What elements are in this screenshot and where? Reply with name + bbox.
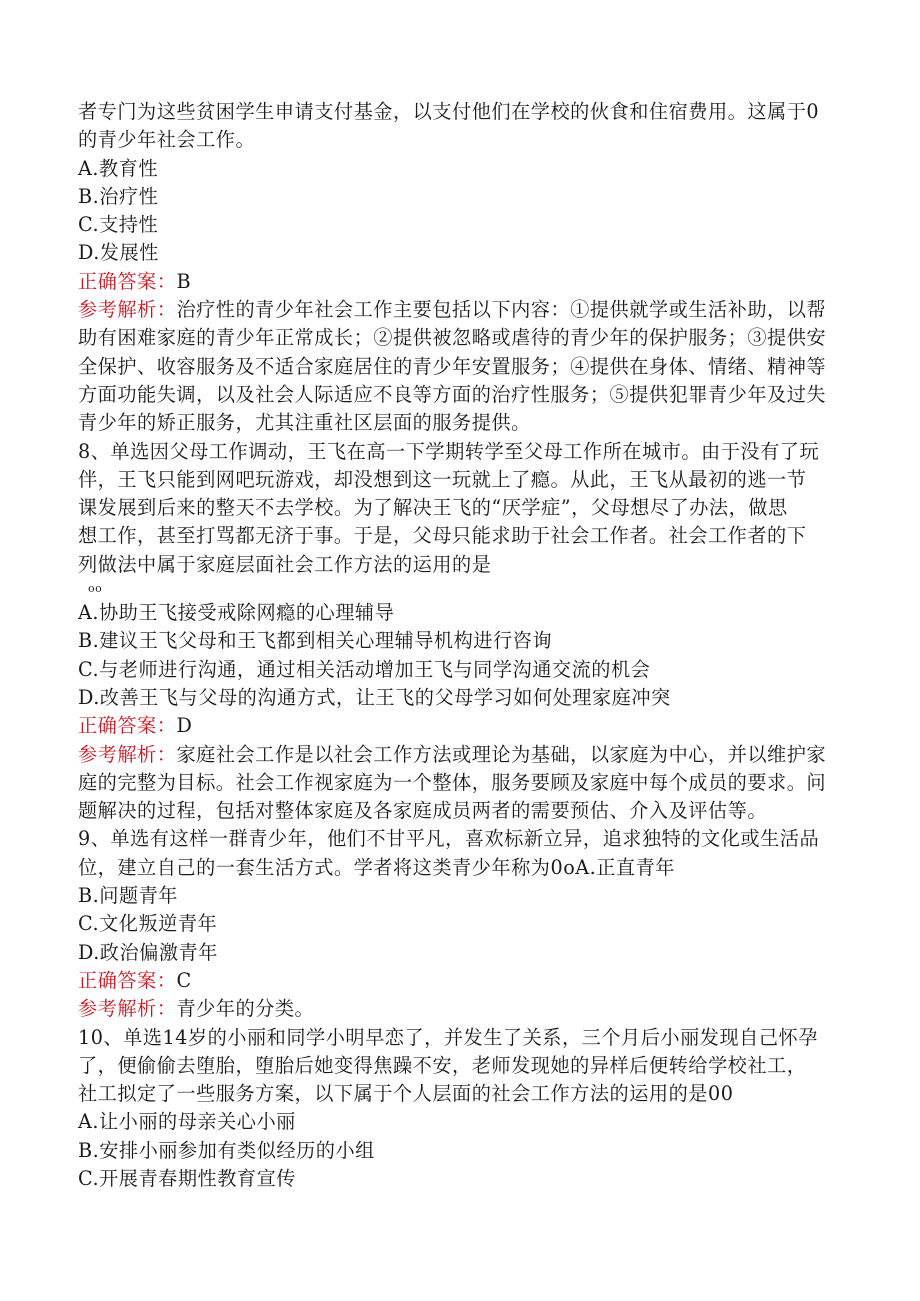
correct-answer <box>78 967 838 995</box>
analysis-line: 题解决的过程，包括对整体家庭及各家庭成员两者的需要预估、介入及评估等。 <box>78 799 768 823</box>
answer-label: 正确答案： <box>78 714 177 738</box>
answer-value: D <box>176 714 193 738</box>
question-7 <box>78 98 838 438</box>
analysis-label: 参考解析： <box>78 997 177 1021</box>
option-c: C.与老师进行沟通，通过相关活动增加王飞与同学沟通交流的机会 <box>78 657 651 681</box>
analysis-line: 方面功能失调，以及社会人际适应不良等方面的治疗性服务；⑤提供犯罪青少年及过失 <box>78 382 827 406</box>
option-c: C.支持性 <box>78 213 159 237</box>
option-b: B.建议王飞父母和王飞都到相关心理辅导机构进行咨询 <box>78 629 553 653</box>
option-d: D.改善王飞与父母的沟通方式，让王飞的父母学习如何处理家庭冲突 <box>78 685 671 709</box>
correct-answer <box>78 268 838 296</box>
analysis-line: 助有困难家庭的青少年正常成长；②提供被忽略或虐待的青少年的保护服务；③提供安 <box>78 326 827 350</box>
correct-answer <box>78 712 838 740</box>
question-stem-line: 伴，王飞只能到网吧玩游戏，却没想到这一玩就上了瘾。从此，王飞从最初的逃一节 <box>78 467 807 491</box>
question-8 <box>78 438 838 826</box>
question-stem-line: 了，便偷偷去堕胎，堕胎后她变得焦躁不安，老师发现她的异样后便转给学校社工， <box>78 1053 807 1077</box>
question-stem-line: 10、单选14岁的小丽和同学小明早恋了，并发生了关系，三个月后小丽发现自己怀孕 <box>78 1025 818 1049</box>
option-b: B.问题青年 <box>78 884 178 908</box>
analysis-text: 青少年的分类。 <box>176 997 315 1021</box>
option-b: B.安排小丽参加有类似经历的小组 <box>78 1138 375 1162</box>
question-stem-line: 者专门为这些贫困学生申请支付基金，以支付他们在学校的伙食和住宿费用。这属于0 <box>78 100 820 123</box>
question-stem-line: 列做法中属于家庭层面社会工作方法的运用的是 <box>78 552 492 576</box>
question-10 <box>78 1024 838 1194</box>
option-b: B.治疗性 <box>78 184 159 208</box>
analysis-label: 参考解析： <box>78 742 177 766</box>
answer-blank: oo <box>88 582 103 596</box>
option-a: A.教育性 <box>78 156 159 180</box>
question-stem-line: 社工拟定了一些服务方案，以下属于个人层面的社会工作方法的运用的是00 <box>78 1082 734 1106</box>
option-c: C.开展青春期性教育宣传 <box>78 1166 296 1190</box>
analysis-line: 青少年的矫正服务，尤其注重社区层面的服务提供。 <box>78 411 531 435</box>
analysis-label: 参考解析： <box>78 298 177 322</box>
analysis-text: 家庭社会工作是以社会工作方法或理论为基础，以家庭为中心，并以维护家 <box>176 742 827 766</box>
option-d: D.政治偏激青年 <box>78 940 218 964</box>
analysis-line: 全保护、收容服务及不适合家庭居住的青少年安置服务；④提供在身体、情绪、精神等 <box>78 354 827 378</box>
analysis-text: 治疗性的青少年社会工作主要包括以下内容：①提供就学或生活补助，以帮 <box>176 298 827 322</box>
answer-label: 正确答案： <box>78 269 177 293</box>
option-a: A.让小丽的母亲关心小丽 <box>78 1110 296 1134</box>
question-9 <box>78 825 838 1023</box>
document-page <box>78 98 838 1193</box>
question-stem-line: 位，建立自己的一套生活方式。学者将这类青少年称为0oA.正直青年 <box>78 855 675 879</box>
analysis-line <box>78 741 838 769</box>
question-stem-line: 9、单选有这样一群青少年，他们不甘平凡，喜欢标新立异，追求独特的文化或生活品 <box>78 827 820 851</box>
analysis-line: 庭的完整为目标。社会工作视家庭为一个整体，服务要顾及家庭中每个成员的要求。问 <box>78 770 827 794</box>
option-c: C.文化叛逆青年 <box>78 912 218 936</box>
question-stem-line: 8、单选因父母工作调动，王飞在高一下学期转学至父母工作所在城市。由于没有了玩 <box>78 439 820 463</box>
question-stem-line: 想工作，甚至打骂都无济于事。于是，父母只能求助于社会工作者。社会工作者的下 <box>78 524 807 548</box>
question-stem-line: 的青少年社会工作。 <box>78 128 256 152</box>
analysis-line <box>78 995 838 1023</box>
question-stem-line: 课发展到后来的整天不去学校。为了解决王飞的“厌学症”，父母想尽了办法，做思 <box>78 496 788 520</box>
option-d: D.发展性 <box>78 241 159 265</box>
answer-value: C <box>176 968 192 992</box>
answer-value: B <box>176 269 192 293</box>
analysis-line <box>78 296 838 324</box>
answer-label: 正确答案： <box>78 968 177 992</box>
option-a: A.协助王飞接受戒除网瘾的心理辅导 <box>78 601 395 625</box>
